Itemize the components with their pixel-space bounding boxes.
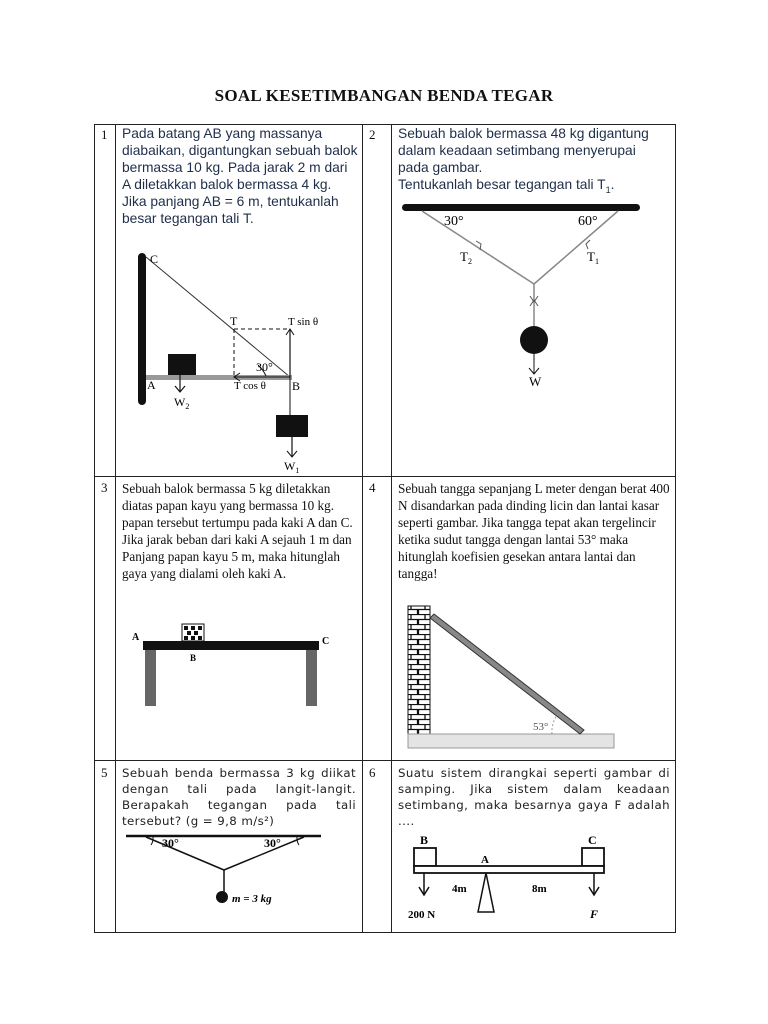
- label-force: F: [590, 907, 599, 921]
- label-b: B: [292, 379, 301, 393]
- label-angle-left: 30°: [162, 836, 179, 850]
- problem-number: 5: [101, 765, 108, 780]
- label-a: A: [147, 378, 156, 392]
- label-c: C: [588, 833, 597, 847]
- problem-question: Tentukanlah besar tegangan tali T: [398, 177, 606, 192]
- label-b: B: [190, 653, 197, 663]
- figure-ceiling-mass: [116, 834, 362, 914]
- label-w: W: [529, 374, 542, 389]
- problem-number: 2: [369, 127, 376, 142]
- label-mass: m = 3 kg: [232, 893, 272, 905]
- label-tcos: T cos θ: [234, 380, 266, 392]
- problem-question-end: .: [610, 177, 615, 192]
- problem-text: Sebuah balok bermassa 5 kg diletakkan diatas papan kayu yang bermassa 10 kg. papan tersebut tertumpu pada kaki A dan C. Jika jarak beban dari kaki A sejauh 1 m dan Panjang papan kayu 5 m, maka hitunglah gaya yang dialami oleh kaki A.: [122, 481, 353, 581]
- label-a: A: [132, 632, 140, 643]
- problem-text: Sebuah tangga sepanjang L meter dengan berat 400 N disandarkan pada dinding licin dan lantai kasar seperti gambar. Jika tangga tepat akan tergelincir ketika sudut tangga dengan lantai 53° maka hitunglah koefisien gesekan antara lantai dan tangga!: [398, 481, 670, 581]
- problem-question-sub: 1: [605, 184, 611, 195]
- label-t: T: [230, 314, 238, 328]
- label-b: B: [420, 833, 429, 847]
- label-c: C: [150, 252, 159, 266]
- problem-text: [398, 125, 670, 199]
- label-t1: $T_1$: [587, 249, 599, 266]
- label-angle-right: 60°: [578, 214, 598, 229]
- label-w2: $W_2$: [174, 395, 190, 411]
- figure-lever: [404, 832, 616, 924]
- row-divider: [94, 476, 676, 477]
- label-t2: $T_2$: [460, 249, 472, 266]
- problem-number: 6: [369, 765, 376, 780]
- label-tsin: T sin θ: [288, 316, 319, 328]
- label-weight: 200 N: [408, 909, 436, 921]
- label-a: A: [481, 854, 489, 866]
- label-angle: 30°: [256, 360, 273, 374]
- label-distance-2: 8m: [532, 883, 547, 895]
- col-divider: [362, 124, 363, 933]
- figure-board: [116, 620, 362, 710]
- label-w1: $W_1$: [284, 459, 300, 475]
- label-angle-right: 30°: [264, 836, 281, 850]
- problem-number: 1: [101, 127, 108, 142]
- problem-text: Pada batang AB yang massanya diabaikan, digantungkan sebuah balok bermassa 10 kg. Pada jarak 2 m dari A diletakkan balok bermassa 4 kg. Jika panjang AB = 6 m, tentukanlah besar tegangan tali T.: [122, 126, 358, 226]
- label-c: C: [322, 636, 330, 647]
- problem-number: 4: [369, 480, 376, 495]
- figure-hanging-mass: [392, 200, 676, 400]
- figure-ladder: [404, 604, 616, 752]
- label-distance-1: 4m: [452, 883, 467, 895]
- label-angle: 53°: [533, 721, 549, 733]
- problem-text: Suatu sistem dirangkai seperti gambar di samping. Jika sistem dalam keadaan setimbang, maka besarnya gaya F adalah ....: [398, 766, 670, 828]
- problem-text: Sebuah benda bermassa 3 kg diikat dengan tali pada langit-langit. Berapakah tegangan pada tali tersebut? (g = 9,8 m/s²): [122, 766, 356, 828]
- label-angle-left: 30°: [444, 214, 464, 229]
- problem-number: 3: [101, 480, 108, 495]
- problem-text-main: Sebuah balok bermassa 48 kg digantung dalam keadaan setimbang menyerupai pada gambar.: [398, 126, 649, 175]
- row-divider: [94, 760, 676, 761]
- page-title: SOAL KESETIMBANGAN BENDA TEGAR: [214, 86, 554, 105]
- figure-beam-rope: [116, 245, 362, 476]
